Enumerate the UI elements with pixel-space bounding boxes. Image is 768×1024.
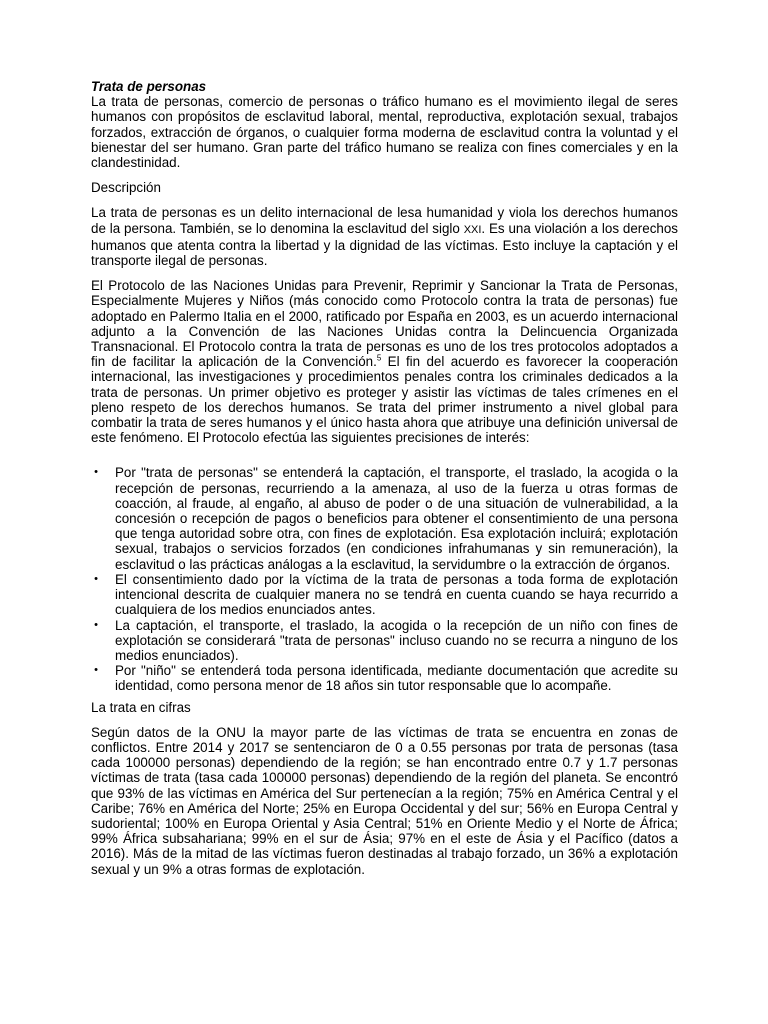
list-item-text: La captación, el transporte, el traslado, la acogida o la recepción de un niño con fines de explotación se considerará "trata de personas" incluso cuando no se recurra a ninguno de los medios enunciados). [115,617,678,663]
descripcion-p1-text: La trata de personas es un delito internacional de lesa humanidad y viola los derechos humanos de la persona. También, se lo denomina la esclavitud del siglo [91,205,678,236]
section-heading-cifras: La trata en cifras [91,699,191,715]
bullet-icon: • [94,618,98,631]
century-numeral: XXI [463,223,482,236]
list-item-text: Por "trata de personas" se entenderá la captación, el transporte, el traslado, la acogida o la recepción de personas, recurriendo a la amenaza, al uso de la fuerza u otras formas de coacción, al fraude, al engaño, al abuso de poder o de una situación de vulnerabilidad, a la concesión o recepción de pagos o beneficios para obtener el consentimiento de una persona que tenga autoridad sobre otra, con fines de explotación. Esa explotación incluirá; explotación sexual, trabajos o servicios forzados (en condiciones infrahumanas y sin remuneración), la esclavitud o las prácticas análogas a la esclavitud, la servidumbre o la extracción de órganos. [115,465,678,572]
list-item [91,572,678,618]
list-item [91,618,678,664]
list-item-text: Por "niño" se entenderá toda persona identificada, mediante documentación que acredite su identidad, como persona menor de 18 años sin tutor responsable que lo acompañe. [115,663,678,694]
bullet-icon: • [94,466,98,479]
descripcion-p2-text: El Protocolo de las Naciones Unidas para Prevenir, Reprimir y Sancionar la Trata de Personas, Especialmente Mujeres y Niños (más conocido como Protocolo contra la trata de personas) fue adoptado en Palermo Italia en el 2000, ratificado por España en 2003, es un acuerdo internacional adjunto a la Convención de las Naciones Unidas contra la Delincuencia Organizada Transnacional. El Protocolo contra la trata de personas es uno de los tres protocolos adoptados a fin de facilitar la aplicación de la Convención. [91,278,678,370]
document-title: Trata de personas [91,79,207,94]
descripcion-paragraph-1 [91,205,678,268]
intro-paragraph: La trata de personas, comercio de personas o tráfico humano es el movimiento ilegal de seres humanos con propósitos de esclavitud laboral, mental, reproductiva, explotación sexual, trabajos forzados, extracción de órganos, o cualquier forma moderna de esclavitud contra la voluntad y el bienestar del ser humano. Gran parte del tráfico humano se realiza con fines comerciales y en la clandestinidad. [91,94,678,171]
document-page [91,79,678,877]
bullet-icon: • [94,664,98,677]
list-item [91,663,678,693]
cifras-paragraph: Según datos de la ONU la mayor parte de las víctimas de trata se encuentra en zonas de conflictos. Entre 2014 y 2017 se sentenciaron de 0 a 0.55 personas por trata de personas (tasa cada 100000 personas) dependiendo de la región; se han encontrado entre 0.7 y 1.7 personas víctimas de trata (tasa cada 100000 personas) dependiendo de la región del planeta. Se encontró que 93% de las víctimas en América del Sur pertenecían a la región; 75% en América Central y el Caribe; 76% en América del Norte; 25% en Europa Occidental y del sur; 56% en Europa Central y sudoriental; 100% en Europa Oriental y Asia Central; 51% en Oriente Medio y el Norte de África; 99% África subsahariana; 99% en el sur de Ásia; 97% en el este de Ásia y el Pacífico (datos a 2016). Más de la mitad de las víctimas fueron destinadas al trabajo forzado, un 36% a explotación sexual y un 9% a otras formas de explotación. [91,724,678,877]
footnote-reference: 5 [376,353,382,363]
list-item [91,465,678,571]
bullet-icon: • [94,572,98,585]
section-heading-descripcion: Descripción [91,180,161,196]
protocol-bullet-list [91,465,678,693]
descripcion-p1-text-end: . Es una violación a los derechos humanos que atenta contra la libertad y la dignidad de las víctimas. Esto incluye la captación y el transporte ilegal de personas. [91,220,678,269]
descripcion-p2-text-end: El fin del acuerdo es favorecer la cooperación internacional, las investigaciones y procedimientos penales contra los criminales dedicados a la trata de personas. Un primer objetivo es proteger y asistir las víctimas de tales crímenes en el pleno respeto de los derechos humanos. Se trata del primer instrumento a nivel global para combatir la trata de seres humanos y el único hasta ahora que atribuye una definición universal de este fenómeno. El Protocolo efectúa las siguientes precisiones de interés: [91,354,678,446]
descripcion-paragraph-2 [91,278,678,445]
list-item-text: El consentimiento dado por la víctima de la trata de personas a toda forma de explotación intencional descrita de cualquier manera no se tendrá en cuenta cuando se haya recurrido a cualquiera de los medios enunciados antes. [115,571,678,618]
